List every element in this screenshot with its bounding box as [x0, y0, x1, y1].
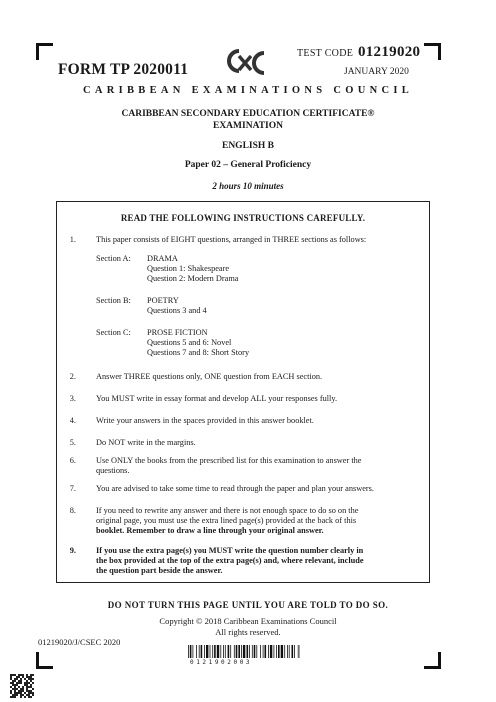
instruction-line: Use ONLY the books from the prescribed list for this examination to answer the — [96, 456, 362, 465]
instruction-line: If you need to rewrite any answer and there is not enough space to do so on the — [96, 506, 359, 515]
instruction-item: Write your answers in the spaces provided in this answer booklet. — [96, 416, 314, 425]
section-b-line: Questions 3 and 4 — [147, 306, 207, 315]
instructions-title: READ THE FOLLOWING INSTRUCTIONS CAREFULLY. — [120, 213, 366, 223]
copyright-line: Copyright © 2018 Caribbean Examinations Council — [159, 616, 337, 626]
section-c-body — [147, 328, 347, 358]
paper-title: Paper 02 – General Proficiency — [184, 160, 312, 170]
section-c-title: PROSE FICTION — [147, 328, 208, 337]
section-c-label: Section C: — [96, 328, 131, 337]
item-number: 5. — [69, 438, 76, 447]
item-number: 1. — [69, 235, 76, 244]
crop-mark-top-left — [36, 43, 53, 60]
item-number: 4. — [69, 416, 76, 425]
do-not-turn-warning: DO NOT TURN THIS PAGE UNTIL YOU ARE TOLD TO DO SO. — [107, 600, 389, 610]
item-number: 2. — [69, 372, 76, 381]
section-b-label: Section B: — [96, 296, 131, 305]
section-a-title: DRAMA — [147, 254, 178, 263]
item-number: 7. — [69, 484, 76, 493]
crop-mark-top-right — [424, 43, 441, 60]
section-a-label: Section A: — [96, 254, 131, 263]
item-number: 3. — [69, 394, 76, 403]
instruction-item — [96, 506, 408, 536]
crop-mark-bottom-right — [424, 652, 441, 669]
copyright — [0, 616, 496, 638]
instruction-item — [96, 456, 408, 476]
instruction-line: questions. — [96, 466, 130, 475]
instruction-line: the box provided at the top of the extra page(s) and, where relevant, include — [96, 556, 364, 565]
instruction-item — [96, 546, 408, 576]
subject: ENGLISH B — [221, 141, 274, 151]
council-name: CARIBBEAN EXAMINATIONS COUNCIL — [82, 85, 414, 96]
instruction-item: You MUST write in essay format and develop ALL your responses fully. — [96, 394, 338, 403]
section-b-title: POETRY — [147, 296, 179, 305]
section-a-body — [147, 254, 347, 284]
barcode — [188, 645, 300, 658]
section-c-line: Questions 7 and 8: Short Story — [147, 348, 250, 357]
instruction-item: This paper consists of EIGHT questions, arranged in THREE sections as follows: — [96, 235, 367, 244]
qr-code — [10, 674, 34, 698]
certificate-title — [0, 108, 496, 132]
certificate-line-2: EXAMINATION — [212, 121, 284, 131]
test-code — [297, 44, 420, 61]
instruction-item: Answer THREE questions only, ONE question from EACH section. — [96, 372, 323, 381]
item-number: 8. — [69, 506, 76, 515]
exam-date: JANUARY 2020 — [344, 67, 409, 77]
instruction-line: If you use the extra page(s) you MUST write the question number clearly in — [96, 546, 364, 555]
certificate-line-1: CARIBBEAN SECONDARY EDUCATION CERTIFICATE® — [121, 109, 375, 119]
barcode-number: 0121902003 — [190, 659, 253, 666]
test-code-number: 01219020 — [357, 44, 421, 60]
instruction-item: Do NOT write in the margins. — [96, 438, 196, 447]
instruction-line: original page, you must use the extra lined page(s) provided at the back of this — [96, 516, 357, 525]
item-number: 9. — [69, 546, 76, 555]
instruction-item: You are advised to take some time to read through the paper and plan your answers. — [96, 484, 374, 493]
test-code-label: TEST CODE — [297, 48, 354, 59]
section-a-line: Question 2: Modern Drama — [147, 274, 239, 283]
section-c-line: Questions 5 and 6: Novel — [147, 338, 232, 347]
instruction-line: the question part beside the answer. — [96, 566, 223, 575]
instruction-line-emphasis: booklet. Remember to draw a line through your original answer. — [96, 526, 324, 535]
section-b-body — [147, 296, 347, 316]
item-number: 6. — [69, 456, 76, 465]
form-code: FORM TP 2020011 — [58, 61, 189, 78]
section-a-line: Question 1: Shakespeare — [147, 264, 230, 273]
rights-line: All rights reserved. — [215, 627, 281, 637]
cxc-logo — [222, 44, 266, 80]
duration: 2 hours 10 minutes — [212, 181, 284, 191]
crop-mark-bottom-left — [36, 652, 53, 669]
footer-code: 01219020/J/CSEC 2020 — [38, 637, 121, 647]
